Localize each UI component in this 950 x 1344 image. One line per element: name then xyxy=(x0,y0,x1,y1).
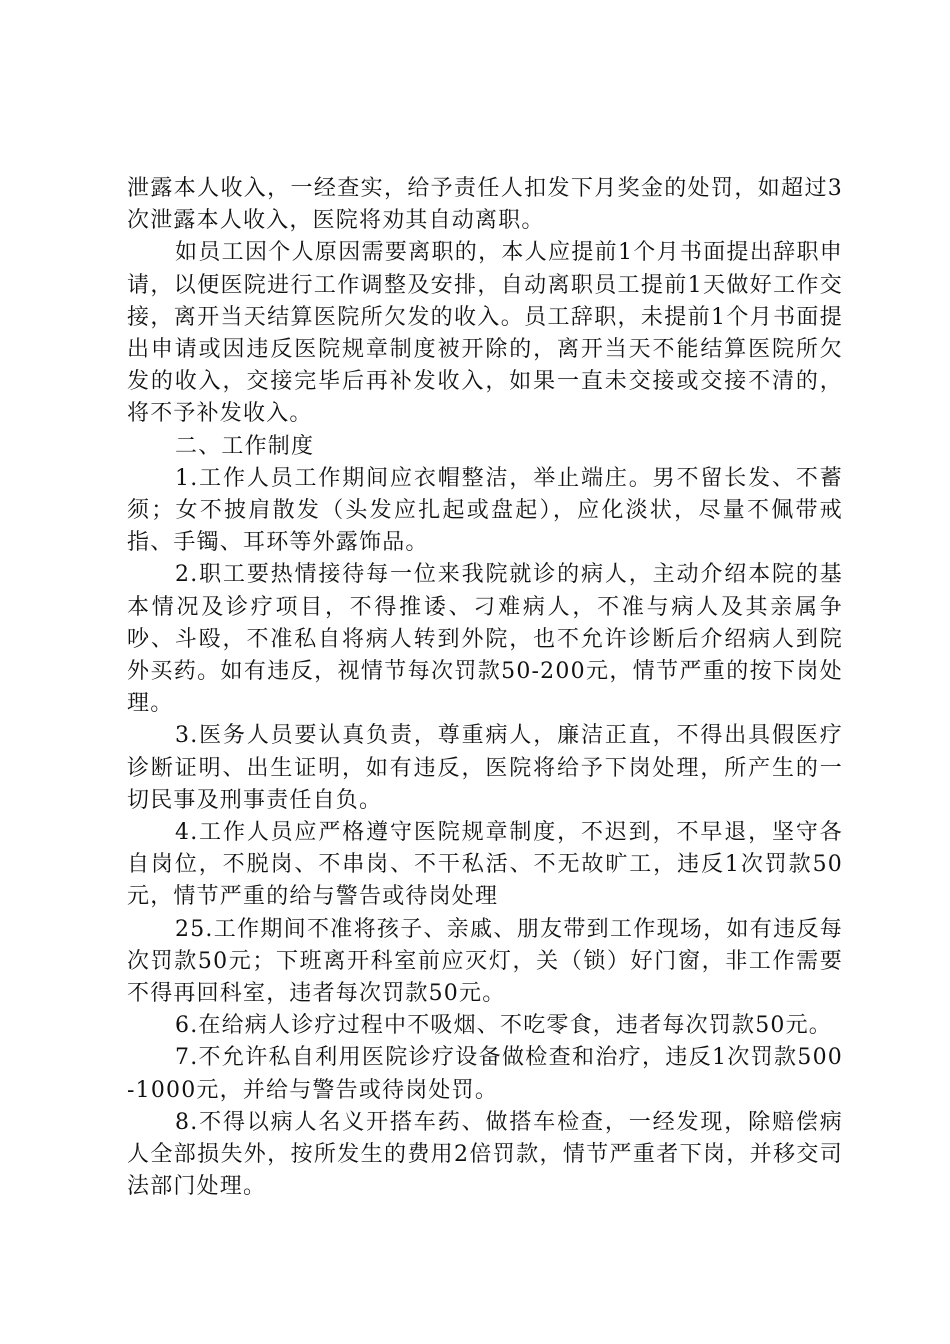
paragraph-income-disclosure: 泄露本人收入，一经查实，给予责任人扣发下月奖金的处罚，如超过3次泄露本人收入，医院将劝其自动离职。 xyxy=(127,176,843,234)
rule-item-3: 3.医务人员要认真负责，尊重病人，廉洁正直，不得出具假医疗诊断证明、出生证明，如有违反，医院将给予下岗处理，所产生的一切民事及刑事责任自负。 xyxy=(127,723,843,813)
rule-item-7: 7.不允许私自利用医院诊疗设备做检查和治疗，违反1次罚款500-1000元，并给与警告或待岗处罚。 xyxy=(127,1045,843,1103)
rule-item-4: 4.工作人员应严格遵守医院规章制度，不迟到，不早退，坚守各自岗位，不脱岗、不串岗、不干私活、不无故旷工，违反1次罚款50元，情节严重的给与警告或待岗处理 xyxy=(127,820,843,910)
document-body xyxy=(127,173,843,1204)
rule-item-25: 25.工作期间不准将孩子、亲戚、朋友带到工作现场，如有违反每次罚款50元；下班离开科室前应灭灯，关（锁）好门窗，非工作需要不得再回科室，违者每次罚款50元。 xyxy=(127,916,843,1007)
rule-item-8: 8.不得以病人名义开搭车药、做搭车检查，一经发现，除赔偿病人全部损失外，按所发生的费用2倍罚款，情节严重者下岗，并移交司法部门处理。 xyxy=(127,1109,843,1200)
paragraph-resignation: 如员工因个人原因需要离职的，本人应提前1个月书面提出辞职申请，以便医院进行工作调整及安排，自动离职员工提前1天做好工作交接，离开当天结算医院所欠发的收入。员工辞职，未提前1个月书面提出申请或因违反医院规章制度被开除的，离开当天不能结算医院所欠发的收入，交接完毕后再补发收入，如果一直未交接或交接不清的，将不予补发收入。 xyxy=(127,240,843,427)
section-heading-work-rules: 二、工作制度 xyxy=(175,433,315,459)
rule-item-2: 2.职工要热情接待每一位来我院就诊的病人，主动介绍本院的基本情况及诊疗项目，不得推诿、刁难病人，不准与病人及其亲属争吵、斗殴，不准私自将病人转到外院，也不允许诊断后介绍病人到院外买药。如有违反，视情节每次罚款50-200元，情节严重的按下岗处理。 xyxy=(127,562,843,717)
rule-item-6: 6.在给病人诊疗过程中不吸烟、不吃零食，违者每次罚款50元。 xyxy=(175,1013,832,1039)
rule-item-1: 1.工作人员工作期间应衣帽整洁，举止端庄。男不留长发、不蓄须；女不披肩散发（头发应扎起或盘起），应化淡状，尽量不佩带戒指、手镯、耳环等外露饰品。 xyxy=(127,465,843,556)
